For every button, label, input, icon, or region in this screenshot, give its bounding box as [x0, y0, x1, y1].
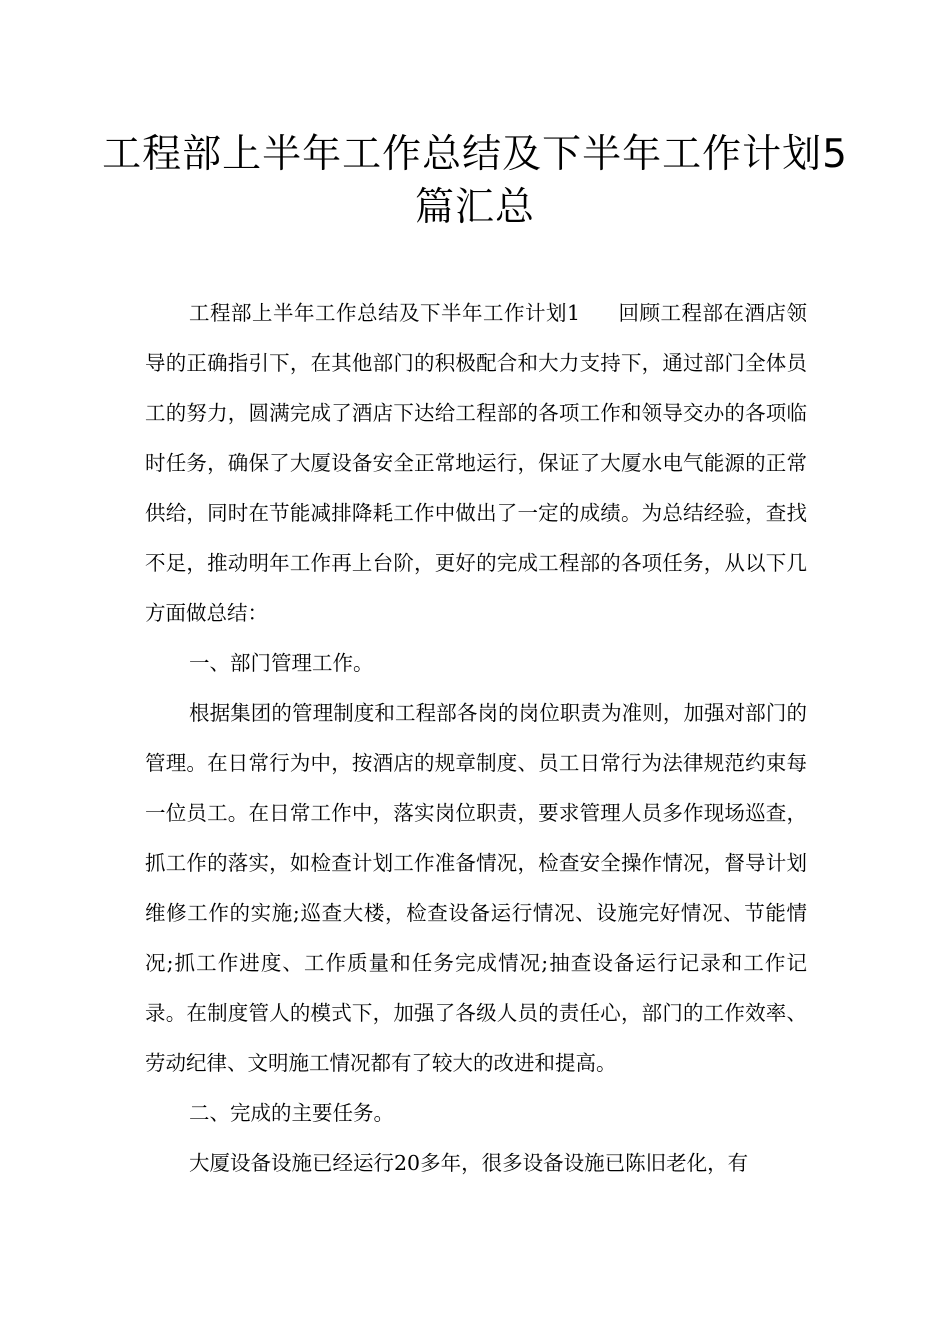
section-heading-1: 一、部门管理工作。 — [189, 651, 374, 675]
section-heading-2: 二、完成的主要任务。 — [189, 1101, 394, 1125]
document-body — [145, 288, 807, 1188]
document-title: 工程部上半年工作总结及下半年工作计划5篇汇总 — [102, 132, 848, 230]
paragraph-tasks: 大厦设备设施已经运行20多年，很多设备设施已陈旧老化，有 — [189, 1151, 749, 1175]
plan-heading: 工程部上半年工作总结及下半年工作计划1 — [189, 301, 581, 325]
paragraph-management: 根据集团的管理制度和工程部各岗的岗位职责为准则，加强对部门的管理。在日常行为中，按酒店的规章制度、员工日常行为法律规范约束每一位员工。在日常工作中，落实岗位职责，要求管理人员多作现场巡查，抓工作的落实，如检查计划工作准备情况，检查安全操作情况，督导计划维修工作的实施;巡查大楼，检查设备运行情况、设施完好情况、节能情况;抓工作进度、工作质量和任务完成情况;抽查设备运行记录和工作记录。在制度管人的模式下，加强了各级人员的责任心，部门的工作效率、劳动纪律、文明施工情况都有了较大的改进和提高。 — [145, 701, 807, 1075]
paragraph-intro — [145, 288, 807, 638]
intro-text: 回顾工程部在酒店领导的正确指引下，在其他部门的积极配合和大力支持下，通过部门全体员工的努力，圆满完成了酒店下达给工程部的各项工作和领导交办的各项临时任务，确保了大厦设备安全正常地运行，保证了大厦水电气能源的正常供给，同时在节能减排降耗工作中做出了一定的成绩。为总结经验，查找不足，推动明年工作再上台阶，更好的完成工程部的各项任务，从以下几方面做总结： — [145, 301, 807, 625]
